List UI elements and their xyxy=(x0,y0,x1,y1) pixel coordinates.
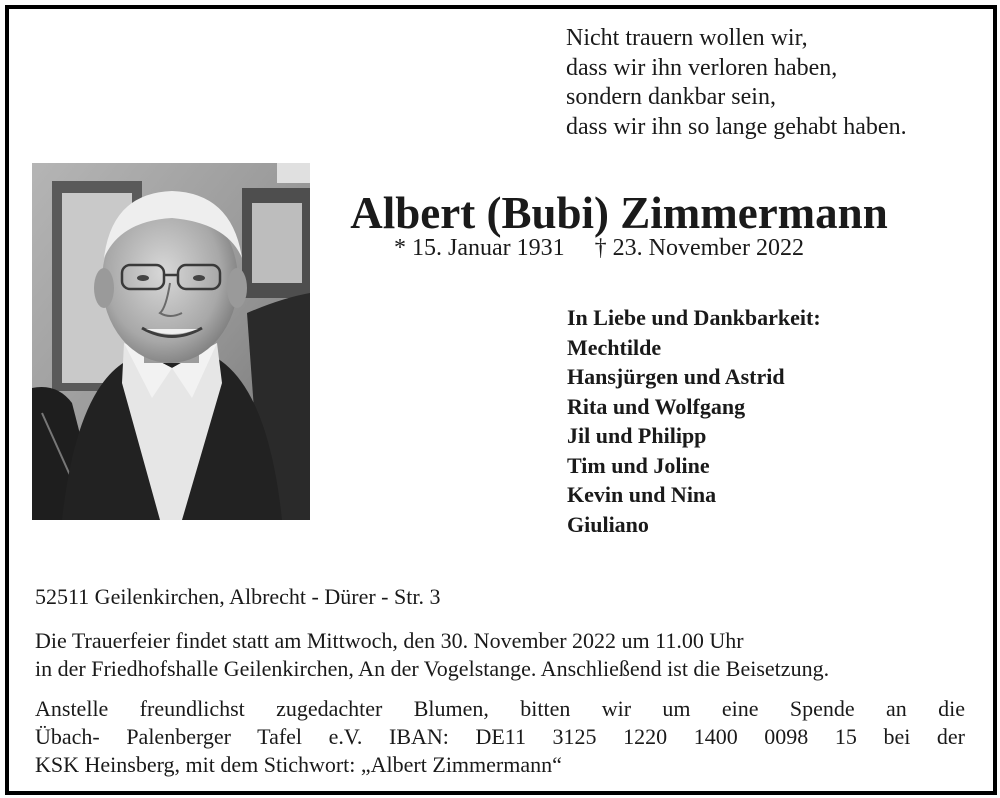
family-member: Mechtilde xyxy=(567,334,662,360)
donation-line: Anstelle freundlichst zugedachter Blumen, bitten wir um eine Spende an die xyxy=(35,696,965,721)
family-list xyxy=(567,303,821,539)
obituary-frame xyxy=(5,5,997,795)
family-heading: In Liebe und Dankbarkeit: xyxy=(567,305,821,330)
life-dates xyxy=(394,235,804,262)
portrait-photo xyxy=(32,163,310,520)
poem-line: dass wir ihn verloren haben, xyxy=(566,54,838,81)
ceremony-line: in der Friedhofshalle Geilenkirchen, An der Vogelstange. Anschließend ist die Beisetzung. xyxy=(35,656,830,681)
poem-line: Nicht trauern wollen wir, xyxy=(566,25,808,51)
family-member: Tim und Joline xyxy=(567,452,710,478)
poem-line: dass wir ihn so lange gehabt haben. xyxy=(566,113,907,140)
poem-line: sondern dankbar sein, xyxy=(566,84,776,110)
ceremony-info xyxy=(35,627,829,683)
family-member: Jil und Philipp xyxy=(567,423,707,448)
death-date: † 23. November 2022 xyxy=(594,235,804,261)
donation-info xyxy=(35,695,965,779)
family-member: Rita und Wolfgang xyxy=(567,393,746,419)
birth-date: * 15. Januar 1931 xyxy=(394,235,565,261)
family-member: Giuliano xyxy=(567,511,649,537)
poem xyxy=(566,24,907,142)
family-member: Hansjürgen und Astrid xyxy=(567,364,785,389)
address: 52511 Geilenkirchen, Albrecht - Dürer - Str. 3 xyxy=(35,584,441,609)
family-member: Kevin und Nina xyxy=(567,482,717,507)
ceremony-line: Die Trauerfeier findet statt am Mittwoch, den 30. November 2022 um 11.00 Uhr xyxy=(35,628,744,653)
donation-line: KSK Heinsberg, mit dem Stichwort: „Albert Zimmermann“ xyxy=(35,752,562,777)
donation-line: Übach- Palenberger Tafel e.V. IBAN: DE11 3125 1220 1400 0098 15 bei der xyxy=(35,724,965,749)
deceased-name: Albert (Bubi) Zimmermann xyxy=(350,188,888,238)
